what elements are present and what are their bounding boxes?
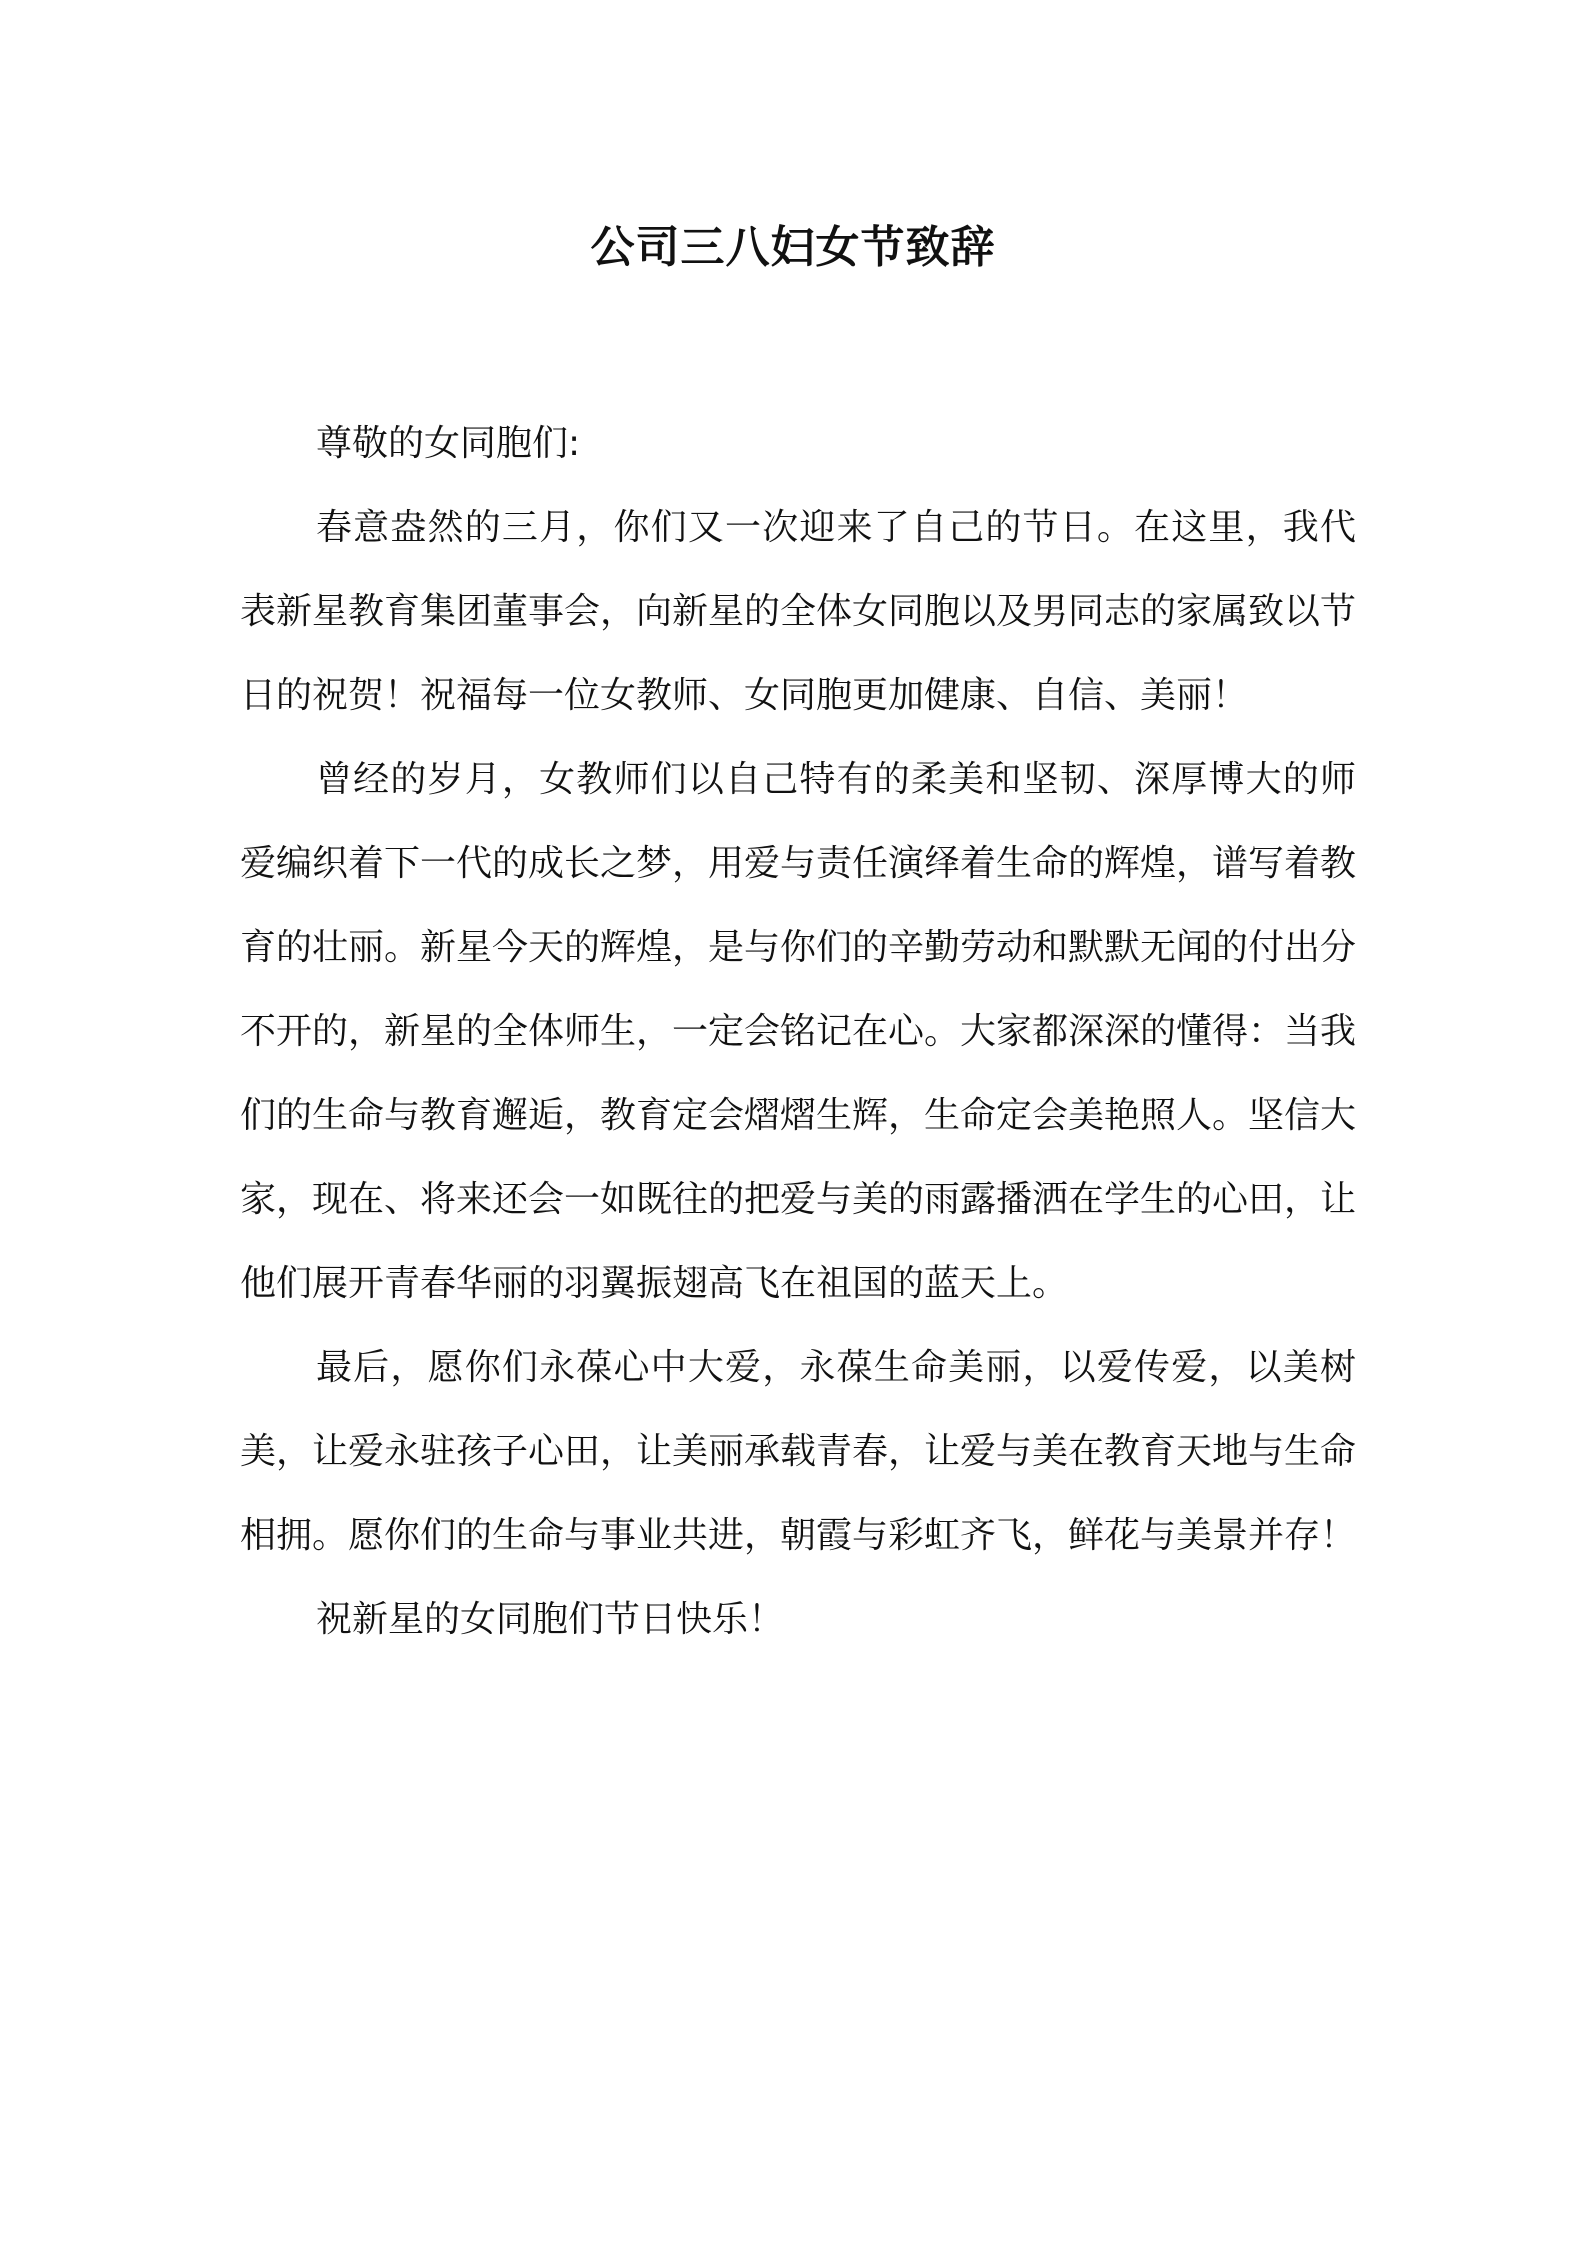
document-title: 公司三八妇女节致辞 bbox=[590, 222, 996, 273]
closing-line: 祝新星的女同胞们节日快乐！ bbox=[316, 1599, 785, 1640]
paragraph-greeting: 春意盎然的三月，你们又一次迎来了自己的节日。在这里，我代表新星教育集团董事会，向新星的全体女同胞以及男同志的家属致以节日的祝贺！祝福每一位女教师、女同胞更加健康、自信、美丽！ bbox=[240, 507, 1357, 716]
document-body bbox=[240, 402, 1356, 1662]
paragraph-tribute: 曾经的岁月，女教师们以自己特有的柔美和坚韧、深厚博大的师爱编织着下一代的成长之梦，用爱与责任演绎着生命的辉煌，谱写着教育的壮丽。新星今天的辉煌，是与你们的辛勤劳动和默默无闻的付出分不开的，新星的全体师生，一定会铭记在心。大家都深深的懂得：当我们的生命与教育邂逅，教育定会熠熠生辉，生命定会美艳照人。坚信大家，现在、将来还会一如既往的把爱与美的雨露播洒在学生的心田，让他们展开青春华丽的羽翼振翅高飞在祖国的蓝天上。 bbox=[240, 759, 1357, 1304]
salutation: 尊敬的女同胞们: bbox=[316, 423, 581, 464]
paragraph-wishes: 最后，愿你们永葆心中大爱，永葆生命美丽，以爱传爱，以美树美，让爱永驻孩子心田，让美丽承载青春，让爱与美在教育天地与生命相拥。愿你们的生命与事业共进，朝霞与彩虹齐飞，鲜花与美景并存！ bbox=[240, 1347, 1357, 1556]
